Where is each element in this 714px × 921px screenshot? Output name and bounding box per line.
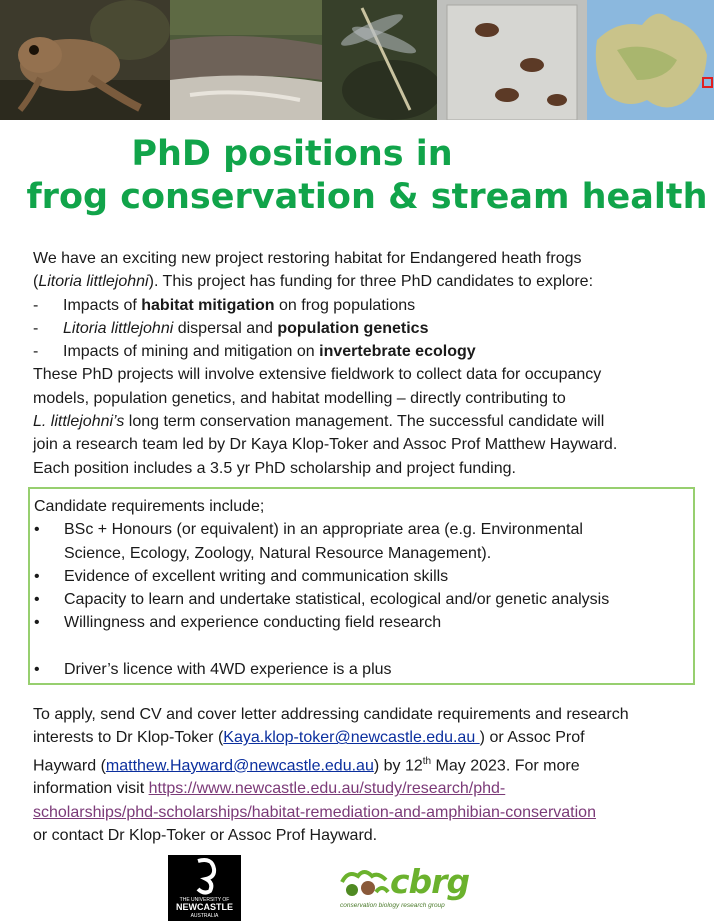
project-emphasis: habitat mitigation — [141, 296, 275, 314]
requirement-text: Willingness and experience conducting field research — [64, 614, 442, 632]
stream-photo — [170, 0, 322, 120]
australia-map-photo — [587, 0, 714, 120]
animal-silhouettes-icon — [338, 862, 390, 902]
apply-line — [33, 777, 713, 800]
dragonfly-photo — [322, 0, 437, 120]
intro-text: We have an exciting new project restoring habitat for Endangered heath frogs — [33, 250, 582, 267]
bullet-marker: • — [34, 521, 40, 539]
project-item-genetics — [33, 317, 713, 340]
description-line: models, population genetics, and habitat modelling – directly contributing to — [33, 389, 566, 407]
project-text: Impacts of mining and mitigation on — [63, 343, 320, 361]
intro-line — [33, 270, 713, 293]
intro-text: ). This project has funding for three PhD candidates to explore: — [148, 273, 594, 291]
requirement-item — [34, 565, 693, 588]
project-item-invertebrate — [33, 340, 713, 363]
requirements-box — [28, 487, 695, 685]
bullet-marker: • — [34, 567, 40, 585]
apply-text: information visit — [33, 780, 149, 798]
description-text: long term conservation management. The successful candidate will — [124, 413, 605, 431]
apply-section — [33, 703, 713, 847]
bullet-marker: • — [34, 591, 40, 609]
requirement-text: Driver’s licence with 4WD experience is a plus — [64, 660, 392, 678]
requirement-item — [34, 611, 693, 634]
apply-line: To apply, send CV and cover letter addressing candidate requirements and research — [33, 706, 629, 723]
uon-logo-line: THE UNIVERSITY OF — [179, 897, 230, 903]
description-line — [33, 410, 713, 433]
project-text: dispersal and — [173, 319, 278, 337]
apply-text: May 2023. For more — [431, 756, 580, 774]
header-photo-strip — [0, 0, 714, 120]
intro-line — [33, 247, 713, 270]
species-name: Litoria littlejohni — [63, 319, 174, 337]
project-text: on frog populations — [274, 296, 416, 314]
apply-text: Hayward ( — [33, 756, 106, 774]
apply-line — [33, 726, 713, 749]
seahorse-crest-icon — [168, 855, 241, 895]
species-name: L. littlejohni’s — [33, 413, 125, 431]
scholarship-url-link-continued[interactable]: scholarships/phd-scholarships/habitat-remediation-and-amphibian-conservation — [33, 803, 596, 821]
requirement-text: BSc + Honours (or equivalent) in an appropriate area (e.g. Environmental — [64, 521, 583, 539]
dash-marker: - — [33, 296, 39, 314]
university-of-newcastle-logo — [168, 855, 241, 921]
dash-marker: - — [33, 343, 39, 361]
requirement-item — [34, 518, 693, 541]
requirements-heading: Candidate requirements include; — [34, 498, 265, 515]
project-emphasis: invertebrate ecology — [319, 343, 476, 361]
email-link-klop-toker[interactable]: Kaya.klop-toker@newcastle.edu.au — [223, 729, 480, 747]
cbrg-tagline: conservation biology research group — [340, 902, 445, 909]
project-item-habitat — [33, 294, 713, 317]
requirement-text: Capacity to learn and undertake statistical, ecological and/or genetic analysis — [64, 591, 610, 609]
apply-text: ) or Assoc Prof — [479, 729, 585, 747]
uon-logo-name: NEWCASTLE — [176, 902, 233, 912]
apply-line — [33, 801, 713, 824]
uon-logo-line: AUSTRALIA — [190, 913, 219, 919]
requirement-text: Evidence of excellent writing and communication skills — [64, 567, 449, 585]
bullet-marker: • — [34, 614, 40, 632]
apply-line: or contact Dr Klop-Toker or Assoc Prof Hayward. — [33, 826, 378, 844]
dash-marker: - — [33, 319, 39, 337]
spacer — [34, 635, 693, 658]
requirement-item — [34, 588, 693, 611]
scholarship-url-link[interactable]: https://www.newcastle.edu.au/study/research/phd- — [148, 780, 506, 798]
title-line-2: frog conservation & stream health — [26, 177, 708, 217]
project-emphasis: population genetics — [277, 319, 429, 337]
email-link-hayward[interactable]: matthew.Hayward@newcastle.edu.au — [105, 756, 374, 774]
intro-section — [33, 247, 713, 480]
frog-photo — [0, 0, 170, 120]
apply-text: ) by 12 — [373, 756, 423, 774]
description-line: Each position includes a 3.5 yr PhD scholarship and project funding. — [33, 459, 516, 477]
project-text: Impacts of — [63, 296, 142, 314]
cbrg-wordmark: cbrg — [390, 862, 470, 901]
tadpoles-photo — [437, 0, 587, 120]
apply-text: interests to Dr Klop-Toker ( — [33, 729, 224, 747]
intro-text: ( — [33, 273, 39, 291]
description-line: join a research team led by Dr Kaya Klop-Toker and Assoc Prof Matthew Hayward. — [33, 436, 618, 454]
requirement-continuation: Science, Ecology, Zoology, Natural Resource Management). — [64, 544, 492, 562]
apply-line — [33, 750, 713, 778]
species-name: Litoria littlejohni — [38, 273, 149, 291]
title-line-1: PhD positions in — [131, 134, 453, 174]
requirement-item — [34, 658, 693, 681]
page-title — [0, 133, 714, 219]
cbrg-logo — [338, 862, 478, 912]
ordinal-suffix: th — [422, 755, 432, 767]
description-line: These PhD projects will involve extensive fieldwork to collect data for occupancy — [33, 366, 602, 384]
bullet-marker: • — [34, 660, 40, 678]
